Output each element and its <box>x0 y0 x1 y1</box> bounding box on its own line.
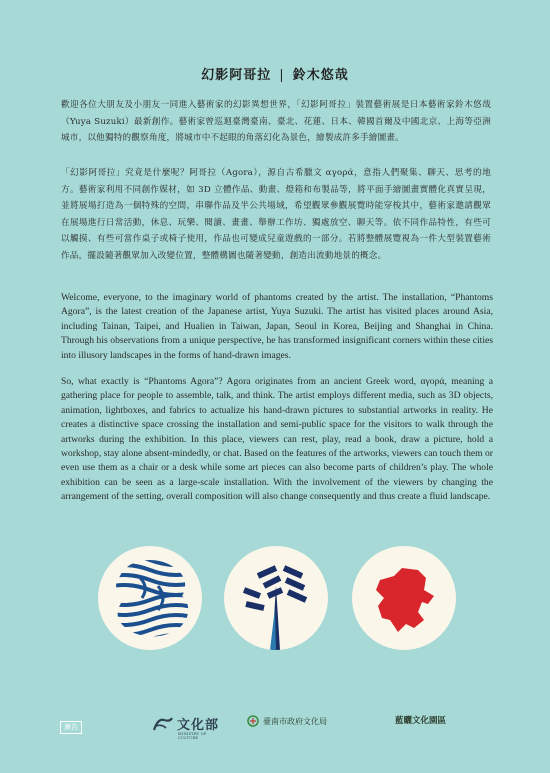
ad-label: 廣告 <box>60 721 82 734</box>
zh-paragraph-intro: 歡迎各位大朋友及小朋友一同進入藝術家的幻影異想世界，「幻影阿哥拉」裝置藝術展是日本藝術家鈴木悠哉（Yuya Suzuki）最新創作。藝術家曾巡迴臺灣臺南、臺北、花蓮、日本、韓國首爾及中國北京、上海等亞洲城市，以他獨特的觀察角度，將城市中不起眼的角落幻化為景色，繪製成許多手繪圖畫。 <box>61 100 491 144</box>
tainan-cultural-affairs-text: 臺南市政府文化局 <box>263 716 327 726</box>
blueprint-culture-park-text: 藍曬文化園區 <box>395 716 447 726</box>
tainan-cultural-affairs-logo <box>246 714 327 728</box>
en-paragraph-agora: So, what exactly is “Phantoms Agora”? Agora originates from an ancient Greek word, αγορά, meaning a gathering place for people to assemble, talk, and think. The artist employs different media, such as 3D objects, animation, lightboxes, and fabrics to actualize his hand-drawn pictures to substantial artworks in reality. He creates a distinctive space crossing the installation and semi-public space for the visitors to walk through the artworks during the exhibition. In this place, viewers can rest, play, read a book, draw a picture, hold a workshop, stay alone absent-mindedly, or chat. Based on the features of the artworks, viewers can touch them or even use them as a chair or a desk while some art pieces can also become parts of children’s play. The whole exhibition can be seen as a large-scale installation. With the involvement of the viewers by changing the arrangement of the setting, overall composition will also change consequently and thus create a fluid landscape. <box>61 376 493 503</box>
page-title <box>0 64 550 83</box>
zh-paragraph-agora: 「幻影阿哥拉」究竟是什麼呢？阿哥拉（Agora），源自古希臘文 αγορά，意指人們聚集、聊天、思考的地方。藝術家利用不同創作媒材，如 3D 立體作品、動畫、燈箱和布製品等，將平面手繪圖畫實體化真實呈現，並將展場打造為一個特殊的空間，串聯作品及半公共場域，希望觀眾參觀展覽時能穿梭其中，藝術家邀請觀眾在展場進行日常活動，休息、玩樂、閱讀、畫畫、舉辦工作坊、獨處放空、聊天等。依不同作品特性，有些可以觸摸、有些可當作桌子或椅子使用，作品也可變成兒童遊戲的一部分。若將整體展覽視為一件大型裝置藝術作品，擺設隨著觀眾加入改變位置，整體構圖也隨著變動，創造出流動地景的概念。 <box>61 168 491 261</box>
ministry-of-culture-subtext: MINISTRY OF CULTURE <box>178 732 207 740</box>
blueprint-culture-park-logo <box>395 714 446 726</box>
ministry-of-culture-text: 文化部 <box>177 718 220 733</box>
title-separator: | <box>279 68 285 83</box>
artwork-fan-lines-image <box>224 546 328 650</box>
title-artist: 鈴木悠哉 <box>292 68 349 83</box>
en-paragraph-intro: Welcome, everyone, to the imaginary world of phantoms created by the artist. The installation, “Phantoms Agora”, is the latest creation of the Japanese artist, Yuya Suzuki. The artist has visited places around Asia, including Tainan, Taipei, and Hualien in Taiwan, Japan, Seoul in Korea, Beijing and Shanghai in China. Through his observations from a unique perspective, he has transformed insignificant corners within these cities into illusory landscapes in the forms of hand-drawn images. <box>61 292 493 361</box>
artwork-red-map-image <box>352 546 456 650</box>
artwork-striped-blob-image <box>98 546 202 650</box>
tainan-emblem-icon <box>246 714 260 728</box>
ministry-of-culture-emblem-icon <box>152 716 174 732</box>
title-work: 幻影阿哥拉 <box>201 68 272 83</box>
ministry-of-culture-logo <box>152 714 220 740</box>
